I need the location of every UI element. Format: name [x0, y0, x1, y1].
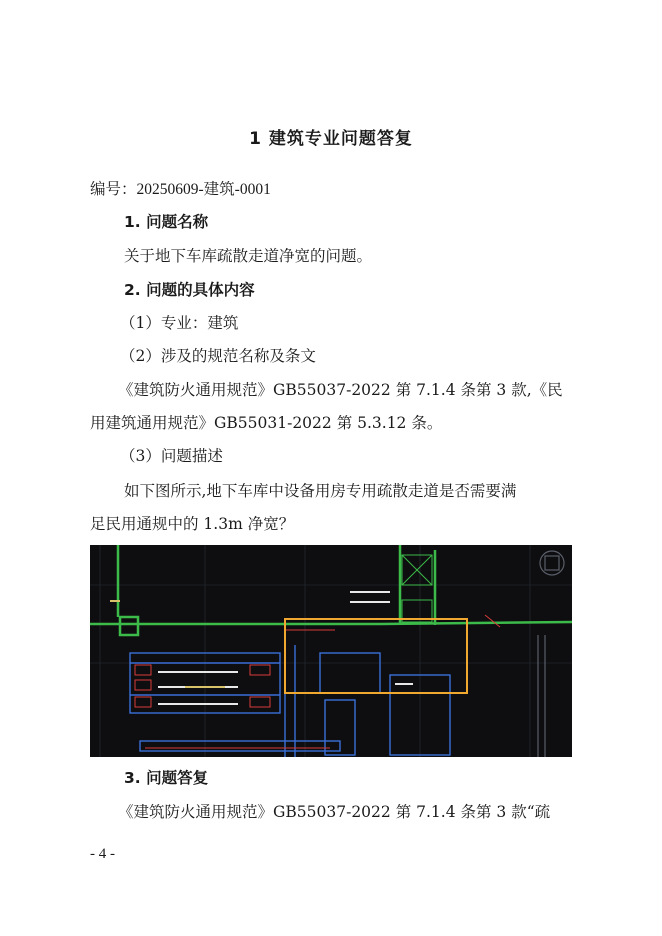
section-2-reference-line-1: 《建筑防火通用规范》GB55037-2022 第 7.1.4 条第 3 款,《民	[118, 381, 563, 399]
cad-drawing-image	[90, 545, 572, 757]
section-3-heading: 3. 问题答复	[124, 769, 209, 787]
page-number: - 4 -	[90, 846, 115, 862]
cad-floor-plan	[90, 545, 572, 757]
section-2-heading: 2. 问题的具体内容	[124, 281, 255, 299]
section-2-item-2: （2）涉及的规范名称及条文	[120, 347, 316, 365]
section-1-text: 关于地下车库疏散走道净宽的问题。	[124, 247, 373, 265]
section-2-reference-line-2: 用建筑通用规范》GB55031-2022 第 5.3.12 条。	[90, 414, 443, 432]
section-2-item-3: （3）问题描述	[120, 447, 223, 465]
section-2-description-line-1: 如下图所示,地下车库中设备用房专用疏散走道是否需要满	[124, 482, 517, 500]
section-3-text-line-1: 《建筑防火通用规范》GB55037-2022 第 7.1.4 条第 3 款“疏	[118, 803, 551, 821]
section-2-item-1: （1）专业：建筑	[120, 314, 239, 332]
page-title: 1 建筑专业问题答复	[249, 129, 413, 149]
section-2-description-line-2: 足民用通规中的 1.3m 净宽？	[90, 515, 295, 533]
section-1-heading: 1. 问题名称	[124, 213, 209, 231]
document-number: 编号：20250609-建筑-0001	[90, 181, 271, 198]
